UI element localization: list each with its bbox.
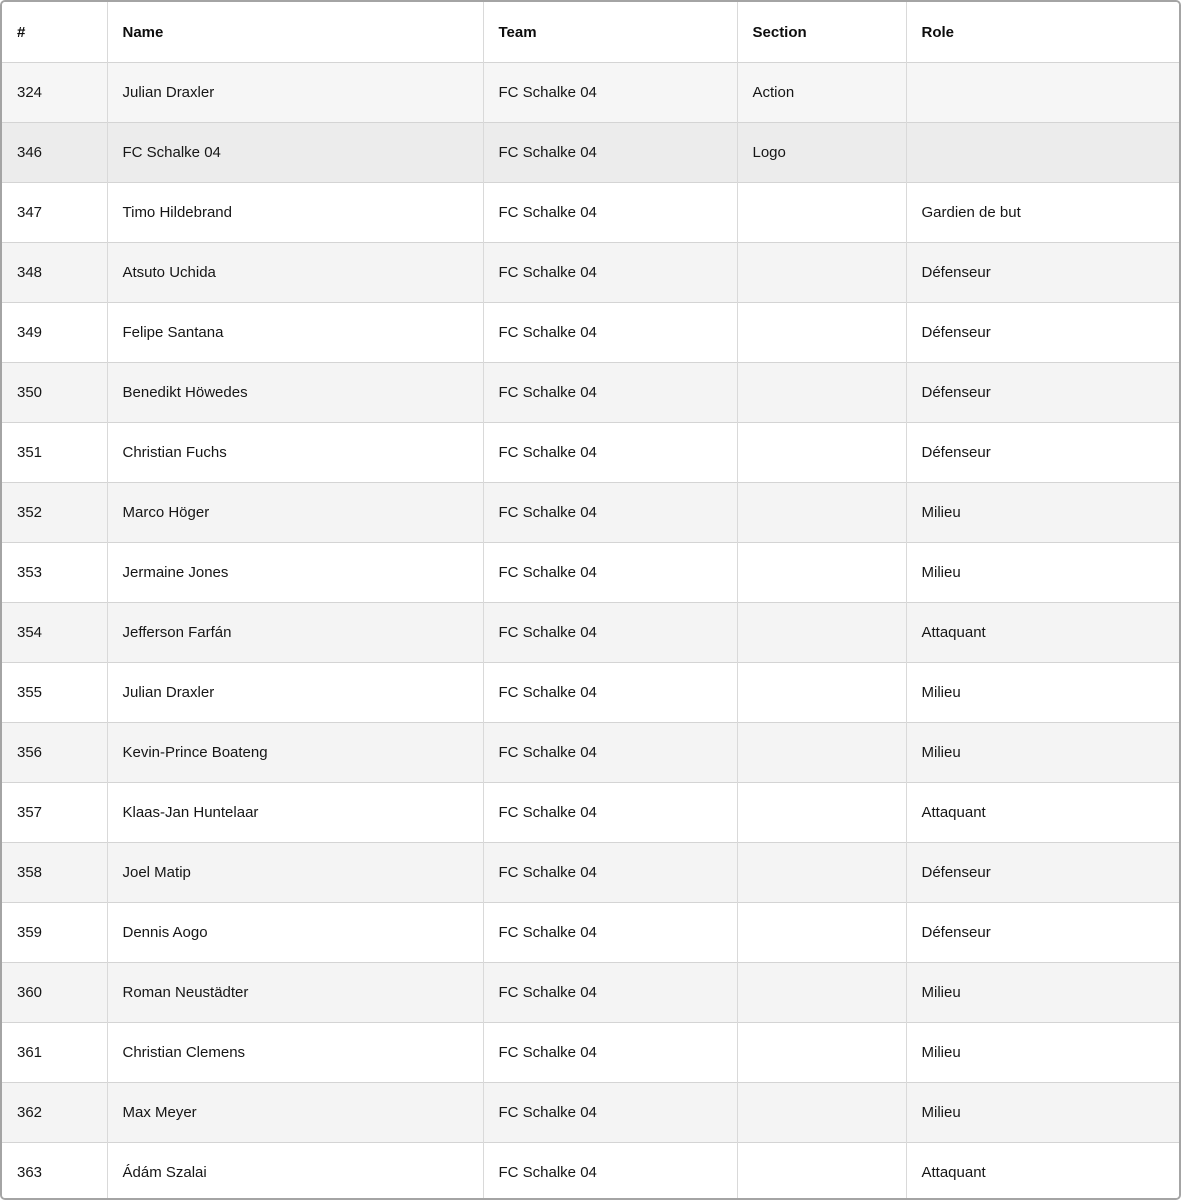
- cell-team: FC Schalke 04: [483, 1023, 737, 1083]
- cell-num: 363: [2, 1143, 107, 1200]
- cell-name: Felipe Santana: [107, 303, 483, 363]
- cell-section: [737, 663, 906, 723]
- cell-section: [737, 243, 906, 303]
- cell-name: Kevin-Prince Boateng: [107, 723, 483, 783]
- cell-team: FC Schalke 04: [483, 183, 737, 243]
- cell-name: Max Meyer: [107, 1083, 483, 1143]
- table-row: [2, 1023, 1181, 1083]
- cell-name: Atsuto Uchida: [107, 243, 483, 303]
- cell-role: Milieu: [906, 543, 1181, 603]
- cell-role: Milieu: [906, 1023, 1181, 1083]
- cell-role: Milieu: [906, 1083, 1181, 1143]
- table-row: [2, 663, 1181, 723]
- table-body: [2, 63, 1181, 1200]
- table-row: [2, 963, 1181, 1023]
- cell-role: Attaquant: [906, 1143, 1181, 1200]
- cell-name: Ádám Szalai: [107, 1143, 483, 1200]
- cell-name: Christian Clemens: [107, 1023, 483, 1083]
- cell-section: [737, 543, 906, 603]
- table-row: [2, 843, 1181, 903]
- cell-section: [737, 963, 906, 1023]
- cell-section: Action: [737, 63, 906, 123]
- column-header-role: Role: [906, 2, 1181, 63]
- cell-team: FC Schalke 04: [483, 63, 737, 123]
- table-row: [2, 363, 1181, 423]
- cell-num: 348: [2, 243, 107, 303]
- cell-team: FC Schalke 04: [483, 543, 737, 603]
- table-row: [2, 723, 1181, 783]
- cell-num: 354: [2, 603, 107, 663]
- cell-name: Christian Fuchs: [107, 423, 483, 483]
- cell-num: 359: [2, 903, 107, 963]
- cell-role: Défenseur: [906, 423, 1181, 483]
- cell-role: Gardien de but: [906, 183, 1181, 243]
- cell-section: [737, 843, 906, 903]
- cell-role: Attaquant: [906, 783, 1181, 843]
- cell-team: FC Schalke 04: [483, 363, 737, 423]
- cell-name: Roman Neustädter: [107, 963, 483, 1023]
- cell-num: 361: [2, 1023, 107, 1083]
- table-header: [2, 2, 1181, 63]
- cell-team: FC Schalke 04: [483, 423, 737, 483]
- cell-num: 360: [2, 963, 107, 1023]
- cell-section: [737, 363, 906, 423]
- cell-num: 346: [2, 123, 107, 183]
- cell-role: Défenseur: [906, 243, 1181, 303]
- cell-name: Klaas-Jan Huntelaar: [107, 783, 483, 843]
- table-row: [2, 243, 1181, 303]
- cell-num: 347: [2, 183, 107, 243]
- cell-name: Julian Draxler: [107, 663, 483, 723]
- cell-section: [737, 1143, 906, 1200]
- table-row: [2, 783, 1181, 843]
- cell-num: 362: [2, 1083, 107, 1143]
- cell-team: FC Schalke 04: [483, 243, 737, 303]
- cell-section: [737, 723, 906, 783]
- cell-name: Julian Draxler: [107, 63, 483, 123]
- cell-num: 350: [2, 363, 107, 423]
- players-table: [2, 2, 1181, 1200]
- cell-name: Marco Höger: [107, 483, 483, 543]
- cell-role: Défenseur: [906, 903, 1181, 963]
- cell-num: 351: [2, 423, 107, 483]
- cell-name: Joel Matip: [107, 843, 483, 903]
- cell-section: [737, 1023, 906, 1083]
- cell-role: [906, 63, 1181, 123]
- cell-num: 356: [2, 723, 107, 783]
- cell-role: Milieu: [906, 963, 1181, 1023]
- column-header-section: Section: [737, 2, 906, 63]
- cell-section: [737, 423, 906, 483]
- table-row: [2, 123, 1181, 183]
- cell-role: Défenseur: [906, 303, 1181, 363]
- cell-num: 352: [2, 483, 107, 543]
- cell-team: FC Schalke 04: [483, 303, 737, 363]
- cell-team: FC Schalke 04: [483, 723, 737, 783]
- cell-num: 349: [2, 303, 107, 363]
- cell-num: 353: [2, 543, 107, 603]
- cell-name: Timo Hildebrand: [107, 183, 483, 243]
- cell-num: 324: [2, 63, 107, 123]
- column-header-name: Name: [107, 2, 483, 63]
- table-row: [2, 1143, 1181, 1200]
- cell-team: FC Schalke 04: [483, 903, 737, 963]
- cell-role: Défenseur: [906, 843, 1181, 903]
- column-header-team: Team: [483, 2, 737, 63]
- cell-role: Milieu: [906, 723, 1181, 783]
- cell-section: [737, 1083, 906, 1143]
- cell-section: [737, 183, 906, 243]
- table-row: [2, 183, 1181, 243]
- header-row: [2, 2, 1181, 63]
- table-row: [2, 303, 1181, 363]
- cell-num: 358: [2, 843, 107, 903]
- cell-name: FC Schalke 04: [107, 123, 483, 183]
- cell-team: FC Schalke 04: [483, 1143, 737, 1200]
- cell-name: Dennis Aogo: [107, 903, 483, 963]
- table-row: [2, 543, 1181, 603]
- table-row: [2, 603, 1181, 663]
- cell-section: [737, 603, 906, 663]
- cell-team: FC Schalke 04: [483, 963, 737, 1023]
- cell-section: [737, 783, 906, 843]
- cell-team: FC Schalke 04: [483, 483, 737, 543]
- cell-team: FC Schalke 04: [483, 123, 737, 183]
- cell-team: FC Schalke 04: [483, 1083, 737, 1143]
- table-row: [2, 63, 1181, 123]
- cell-name: Benedikt Höwedes: [107, 363, 483, 423]
- cell-team: FC Schalke 04: [483, 663, 737, 723]
- cell-role: Attaquant: [906, 603, 1181, 663]
- cell-team: FC Schalke 04: [483, 783, 737, 843]
- cell-num: 355: [2, 663, 107, 723]
- cell-num: 357: [2, 783, 107, 843]
- cell-section: [737, 303, 906, 363]
- cell-role: [906, 123, 1181, 183]
- cell-section: [737, 903, 906, 963]
- cell-name: Jefferson Farfán: [107, 603, 483, 663]
- cell-section: Logo: [737, 123, 906, 183]
- table-row: [2, 1083, 1181, 1143]
- cell-role: Milieu: [906, 663, 1181, 723]
- cell-team: FC Schalke 04: [483, 603, 737, 663]
- cell-team: FC Schalke 04: [483, 843, 737, 903]
- table-row: [2, 483, 1181, 543]
- table-row: [2, 423, 1181, 483]
- cell-role: Milieu: [906, 483, 1181, 543]
- table-row: [2, 903, 1181, 963]
- cell-section: [737, 483, 906, 543]
- cell-role: Défenseur: [906, 363, 1181, 423]
- column-header-num: #: [2, 2, 107, 63]
- cell-name: Jermaine Jones: [107, 543, 483, 603]
